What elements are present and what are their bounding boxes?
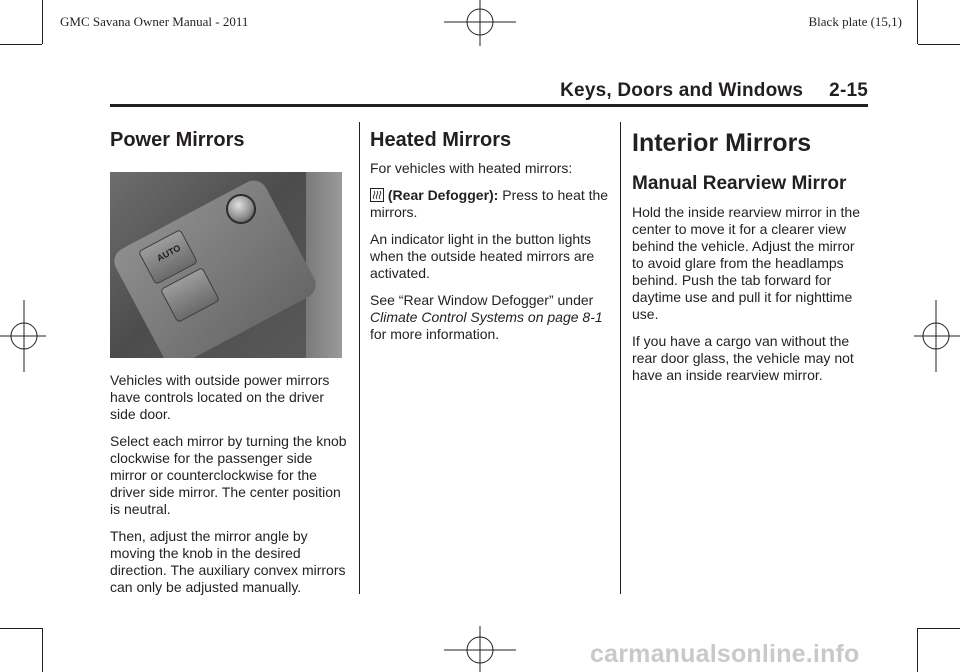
crop-mark [42,0,43,44]
heading-heated-mirrors: Heated Mirrors [370,129,512,151]
crop-mark [917,0,918,44]
section-title: Keys, Doors and Windows [560,80,804,101]
paragraph: Vehicles with outside power mirrors have controls located on the driver side door. [110,372,330,422]
paragraph: Select each mirror by turning the knob clockwise for the passenger side mirror or counterclockwise for the driver side mirror. The center position is neutral. [110,433,347,517]
mirror-knob-icon [226,194,256,224]
running-header [500,80,868,102]
column-divider [620,122,621,594]
see-suffix: for more information. [370,326,500,342]
registration-mark-left [0,300,46,372]
registration-mark-right [914,300,960,372]
see-prefix: See “Rear Window Defogger” under [370,292,594,308]
header-rule [110,104,868,107]
paragraph: Hold the inside rearview mirror in the center to move it for a clearer view behind the vehicle. Adjust the mirror to avoid glare from the headlamps behind. Push the tab forward for daytime use and pull it for nighttime use. [632,204,860,322]
defogger-text: Press to heat the mirrors. [370,187,609,220]
print-line-left: GMC Savana Owner Manual - 2011 [60,14,249,29]
crop-mark [0,628,42,629]
paragraph: An indicator light in the button lights when the outside heated mirrors are activated. [370,231,595,281]
crop-mark [918,628,960,629]
column-heated-mirrors [370,122,610,343]
see-reference-paragraph [370,292,610,343]
crop-mark [918,44,960,45]
paragraph: Then, adjust the mirror angle by moving the knob in the desired direction. The auxiliary convex mirrors can only be adjusted manually. [110,528,346,595]
watermark: carmanualsonline.info [590,640,860,668]
paragraph: For vehicles with heated mirrors: [370,160,573,176]
column-power-mirrors [110,122,348,596]
heading-interior-mirrors: Interior Mirrors [632,129,812,157]
paragraph: If you have a cargo van without the rear door glass, the vehicle may not have an inside rearview mirror. [632,333,854,383]
defogger-paragraph [370,187,610,221]
crop-mark [42,628,43,672]
switch-panel [110,176,321,358]
door-controls-photo [110,172,342,358]
heading-power-mirrors: Power Mirrors [110,129,245,151]
cross-reference-link[interactable]: Climate Control Systems on page 8-1 [370,309,603,325]
registration-mark-bottom [444,626,516,672]
registration-mark-top [444,0,516,46]
print-line-right: Black plate (15,1) [808,14,902,29]
crop-mark [0,44,42,45]
crop-mark [917,628,918,672]
column-divider [359,122,360,594]
page-number: 2-15 [829,80,868,101]
door-edge [306,172,342,358]
defogger-label: (Rear Defogger): [387,187,499,203]
column-interior-mirrors [632,122,868,384]
rear-defogger-icon [370,188,384,202]
subheading-manual-rearview-mirror: Manual Rearview Mirror [632,173,847,194]
auto-label: AUTO [155,242,183,264]
